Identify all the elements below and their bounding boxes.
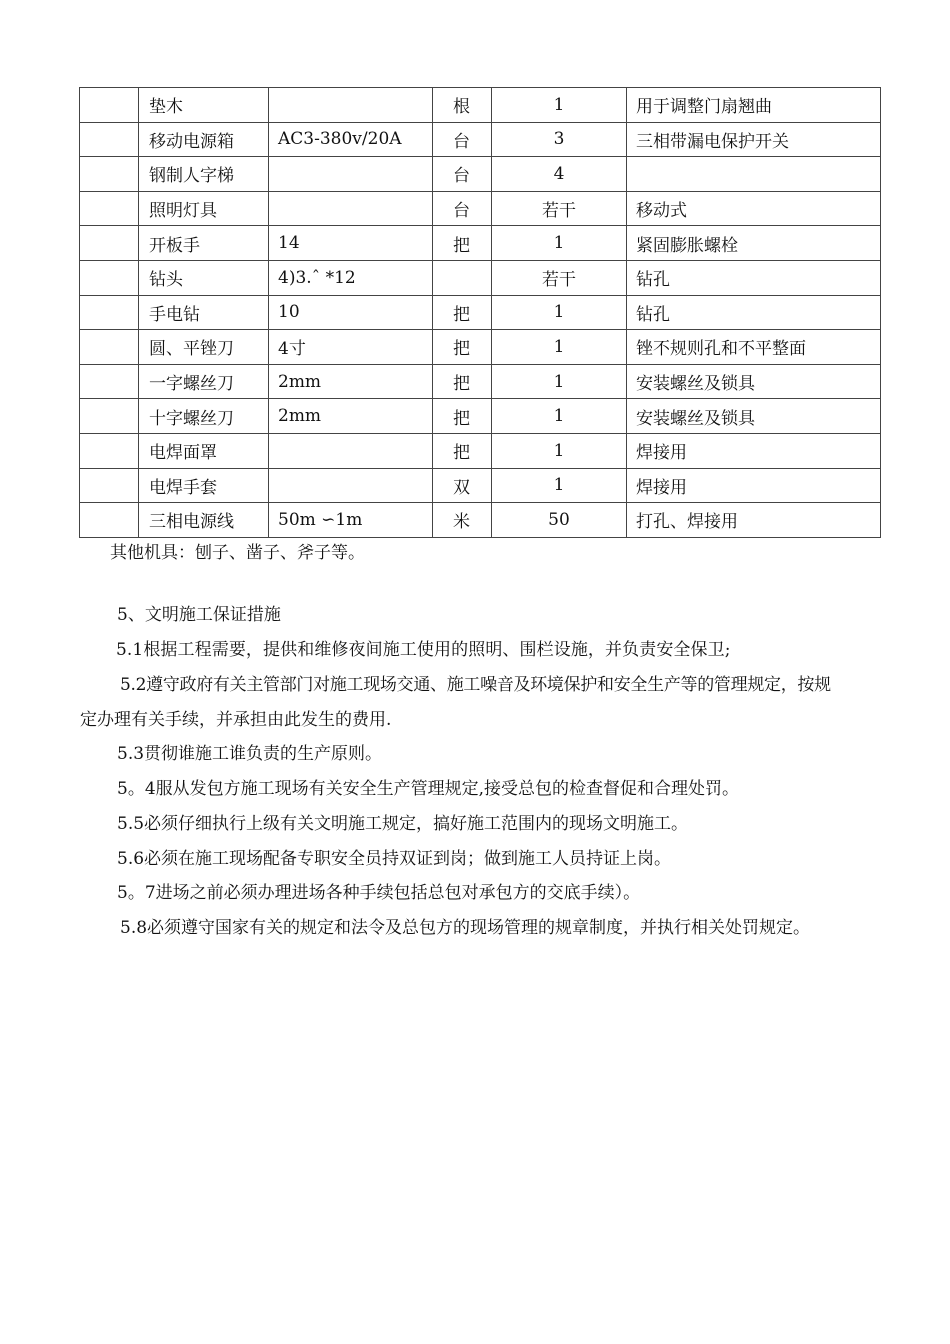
item-use-cell: 钻孔 [627,260,881,295]
item-spec-cell [269,157,433,192]
index-cell [80,157,139,192]
table-row [80,88,881,123]
paragraph-5-7: 5。7进场之前必须办理进场各种手续包括总包对承包方的交底手续）。 [117,883,641,903]
item-qty-cell: 1 [492,433,627,468]
item-spec-cell: 4寸 [269,330,433,365]
item-name-cell: 垫木 [139,88,269,123]
item-use-cell [627,157,881,192]
item-use-cell: 紧固膨胀螺栓 [627,226,881,261]
table-row [80,503,881,538]
item-name-cell: 钻头 [139,260,269,295]
item-qty-cell: 1 [492,226,627,261]
item-name-cell: 电焊手套 [139,468,269,503]
paragraph-5-4: 5。4服从发包方施工现场有关安全生产管理规定,接受总包的检查督促和合理处罚。 [117,779,740,799]
item-qty-cell: 1 [492,399,627,434]
item-spec-cell: AC3-380v/20A [269,122,433,157]
item-unit-cell: 根 [433,88,492,123]
item-name-cell: 开板手 [139,226,269,261]
index-cell [80,468,139,503]
item-use-cell: 三相带漏电保护开关 [627,122,881,157]
item-unit-cell: 台 [433,122,492,157]
item-use-cell: 移动式 [627,191,881,226]
item-spec-cell [269,191,433,226]
index-cell [80,191,139,226]
table-row [80,433,881,468]
item-name-cell: 一字螺丝刀 [139,364,269,399]
item-unit-cell: 把 [433,295,492,330]
index-cell [80,330,139,365]
other-tools-note: 其他机具：刨子、凿子、斧子等。 [110,543,365,563]
paragraph-5-5: 5.5必须仔细执行上级有关文明施工规定，搞好施工范围内的现场文明施工。 [117,814,689,834]
table-row [80,226,881,261]
item-qty-cell: 3 [492,122,627,157]
equipment-table [79,87,881,538]
item-qty-cell: 1 [492,330,627,365]
item-qty-cell: 1 [492,364,627,399]
table-row [80,191,881,226]
table-row [80,260,881,295]
item-use-cell: 打孔、焊接用 [627,503,881,538]
paragraph-5-6: 5.6必须在施工现场配备专职安全员持双证到岗；做到施工人员持证上岗。 [117,849,672,869]
index-cell [80,399,139,434]
item-qty-cell: 1 [492,88,627,123]
table-row [80,295,881,330]
item-use-cell: 锉不规则孔和不平整面 [627,330,881,365]
item-qty-cell: 4 [492,157,627,192]
paragraph-5-3: 5.3贯彻谁施工谁负责的生产原则。 [117,744,383,764]
item-name-cell: 手电钻 [139,295,269,330]
item-unit-cell: 台 [433,191,492,226]
item-spec-cell: 14 [269,226,433,261]
item-name-cell: 电焊面罩 [139,433,269,468]
item-unit-cell: 双 [433,468,492,503]
index-cell [80,226,139,261]
table-row [80,364,881,399]
item-qty-cell: 50 [492,503,627,538]
table-row [80,399,881,434]
item-unit-cell: 米 [433,503,492,538]
item-name-cell: 十字螺丝刀 [139,399,269,434]
table-row [80,330,881,365]
item-unit-cell: 把 [433,226,492,261]
item-spec-cell [269,468,433,503]
item-spec-cell: 10 [269,295,433,330]
item-qty-cell: 若干 [492,260,627,295]
item-name-cell: 圆、平锉刀 [139,330,269,365]
item-spec-cell [269,433,433,468]
paragraph-5-1: 5.1根据工程需要，提供和维修夜间施工使用的照明、围栏设施，并负责安全保卫; [116,640,731,660]
index-cell [80,260,139,295]
index-cell [80,433,139,468]
item-spec-cell: 4)3.ˆ *12 [269,260,433,295]
index-cell [80,88,139,123]
table-row [80,122,881,157]
item-name-cell: 三相电源线 [139,503,269,538]
paragraph-5-8: 5.8必须遵守国家有关的规定和法令及总包方的现场管理的规章制度，并执行相关处罚规定。 [120,918,811,938]
table-row [80,468,881,503]
item-unit-cell: 台 [433,157,492,192]
item-unit-cell: 把 [433,364,492,399]
item-use-cell: 安装螺丝及锁具 [627,364,881,399]
paragraph-5-2-continued: 定办理有关手续，并承担由此发生的费用. [80,710,392,730]
item-spec-cell: 50m ∽1m [269,503,433,538]
item-use-cell: 焊接用 [627,468,881,503]
index-cell [80,122,139,157]
item-qty-cell: 1 [492,295,627,330]
item-use-cell: 焊接用 [627,433,881,468]
item-name-cell: 移动电源箱 [139,122,269,157]
item-unit-cell [433,260,492,295]
index-cell [80,503,139,538]
index-cell [80,295,139,330]
index-cell [80,364,139,399]
item-name-cell: 钢制人字梯 [139,157,269,192]
item-unit-cell: 把 [433,433,492,468]
item-spec-cell: 2mm [269,399,433,434]
section-title: 5、文明施工保证措施 [117,605,281,625]
item-use-cell: 钻孔 [627,295,881,330]
paragraph-5-2: 5.2遵守政府有关主管部门对施工现场交通、施工噪音及环境保护和安全生产等的管理规定，按规 [120,675,831,695]
item-unit-cell: 把 [433,330,492,365]
table-row [80,157,881,192]
item-qty-cell: 1 [492,468,627,503]
item-use-cell: 安装螺丝及锁具 [627,399,881,434]
item-spec-cell: 2mm [269,364,433,399]
item-unit-cell: 把 [433,399,492,434]
item-qty-cell: 若干 [492,191,627,226]
equipment-table-body [80,88,881,538]
item-name-cell: 照明灯具 [139,191,269,226]
item-use-cell: 用于调整门扇翘曲 [627,88,881,123]
item-spec-cell [269,88,433,123]
